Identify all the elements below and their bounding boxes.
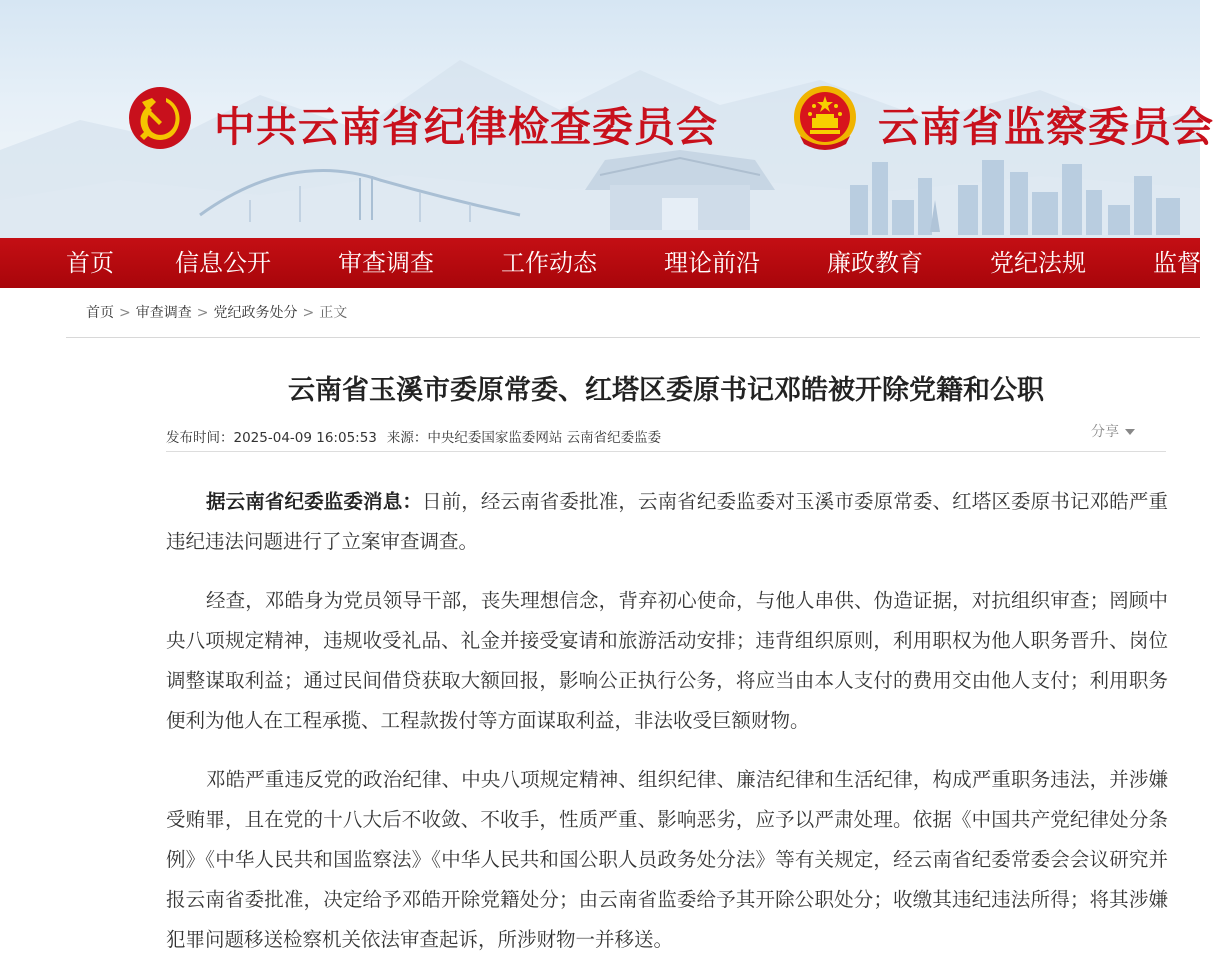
nav-item-work-news[interactable]: 工作动态: [501, 249, 597, 277]
share-button[interactable]: [1091, 421, 1135, 441]
caret-down-icon: [1125, 429, 1135, 435]
site-banner: [0, 0, 1214, 238]
share-label: 分享: [1091, 424, 1119, 440]
nav-item-regulations[interactable]: 党纪法规: [990, 249, 1086, 277]
paragraph-text: 日前，经云南省委批准，云南省纪委监委对玉溪市委原常委、红塔区委原书记邓皓严重违纪违法问题进行了立案审查调查。: [166, 490, 1168, 553]
breadcrumb-home[interactable]: 首页: [86, 305, 114, 321]
publish-time: 2025-04-09 16:05:53: [233, 430, 377, 446]
breadcrumb-separator: >: [302, 305, 315, 321]
main-nav: [0, 238, 1200, 288]
nav-item-home[interactable]: 首页: [66, 249, 114, 277]
publish-label: 发布时间：: [166, 430, 234, 446]
breadcrumb-investigation[interactable]: 审查调查: [135, 305, 192, 321]
article-title: 云南省玉溪市委原常委、红塔区委原书记邓皓被开除党籍和公职: [288, 375, 1044, 406]
cpc-commission-title: 中共云南省纪律检查委员会: [214, 103, 718, 151]
breadcrumb-current: 正文: [319, 305, 348, 321]
breadcrumb: [86, 302, 347, 322]
breadcrumb-separator: >: [119, 305, 131, 321]
nav-item-info-disclosure[interactable]: 信息公开: [175, 249, 271, 277]
source-label: 来源：: [386, 430, 428, 446]
article-paragraph: 邓皓严重违反党的政治纪律、中央八项规定精神、组织纪律、廉洁纪律和生活纪律，构成严重职务违法，并涉嫌受贿罪，且在党的十八大后不收敛、不收手，性质严重、影响恶劣，应予以严肃处理。依据《中国共产党纪律处分条例》《中华人民共和国监察法》《中华人民共和国公职人员政务处分法》等有关规定，经云南省纪委常委会会议研究并报云南省委批准，决定给予邓皓开除党籍处分；由云南省监委给予其开除公职处分；收缴其违纪违法所得；将其涉嫌犯罪问题移送检察机关依法审查起诉，所涉财物一并移送。: [166, 768, 1168, 951]
article-meta: [166, 426, 661, 446]
supervision-commission-title: 云南省监察委员会: [878, 103, 1214, 151]
meta-divider: [166, 451, 1166, 452]
nav-item-supervision[interactable]: 监督: [1153, 249, 1201, 277]
breadcrumb-discipline-sanctions[interactable]: 党纪政务处分: [213, 305, 298, 321]
breadcrumb-separator: >: [196, 305, 209, 321]
party-emblem-icon: [128, 86, 192, 150]
national-emblem-icon: [792, 84, 858, 152]
article-body: [166, 482, 1168, 979]
article-paragraph: 经查，邓皓身为党员领导干部，丧失理想信念，背弃初心使命，与他人串供、伪造证据，对抗组织审查；罔顾中央八项规定精神，违规收受礼品、礼金并接受宴请和旅游活动安排；违背组织原则，利用职权为他人职务晋升、岗位调整谋取利益；通过民间借贷获取大额回报，影响公正执行公务，将应当由本人支付的费用交由他人支付；利用职务便利为他人在工程承揽、工程款拨付等方面谋取利益，非法收受巨额财物。: [166, 589, 1168, 732]
nav-item-theory[interactable]: 理论前沿: [664, 249, 760, 277]
breadcrumb-divider: [66, 337, 1200, 338]
lead-text: 据云南省纪委监委消息：: [205, 490, 422, 513]
article-paragraph: [166, 482, 1168, 562]
nav-item-integrity-education[interactable]: 廉政教育: [827, 249, 923, 277]
source-value: 中央纪委国家监委网站 云南省纪委监委: [427, 430, 662, 446]
nav-item-investigation[interactable]: 审查调查: [338, 249, 434, 277]
